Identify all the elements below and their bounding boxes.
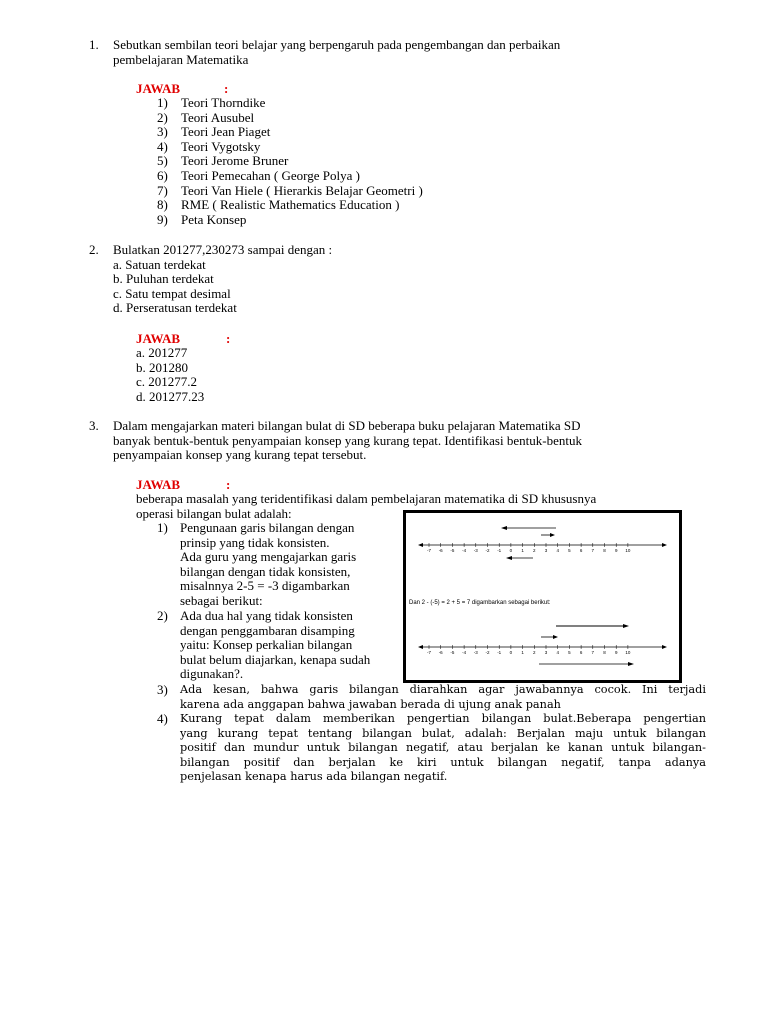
list-item: 7) Teori Van Hiele ( Hierarkis Belajar Geometri )	[157, 182, 423, 198]
tick-label: 5	[568, 650, 571, 655]
tick-label: 0	[509, 650, 513, 655]
tick-label: -7	[426, 650, 432, 655]
tick-label: -6	[438, 650, 443, 655]
tick-label: 5	[568, 548, 571, 553]
tick-label: 9	[614, 650, 618, 655]
list-item: 2) Teori Ausubel	[157, 109, 255, 125]
tick-label: -5	[450, 650, 455, 655]
q1-answer-list	[157, 96, 423, 227]
q1-answer-label: JAWAB	[136, 81, 181, 96]
arrow-right-small	[541, 533, 555, 537]
tick-label: -1	[497, 650, 502, 655]
arrow-right-long	[556, 624, 629, 628]
tick-label: -3	[473, 548, 478, 553]
tick-label: -7	[426, 548, 432, 553]
q2-answer-label: JAWAB	[136, 331, 181, 346]
tick-label: -4	[462, 650, 467, 655]
point-line: positif dan mundur untuk bilangan negatif, atau berjalan ke kanan untuk bilangan-	[180, 741, 706, 755]
tick-label: 8	[603, 548, 606, 553]
q3-line: penyampaian konsep yang kurang tepat tersebut.	[113, 447, 367, 463]
list-item: a. 201277	[136, 345, 188, 360]
list-item: 5) Teori Jerome Bruner	[157, 153, 289, 169]
tick-label: 0	[509, 548, 513, 553]
q1-answer-colon: :	[224, 81, 229, 96]
point-line: Kurang tepat dalam memberikan pengertian bilangan bulat.Beberapa pengertian	[180, 712, 706, 725]
tick-label: -1	[497, 548, 502, 553]
arrow-right-short	[541, 635, 558, 639]
q2-answer-colon: :	[226, 331, 231, 346]
point-line: bilangan positif dan berjalan ke kiri untuk bilangan negatif, tanpa adanya	[180, 755, 706, 769]
q3-number: 3.	[89, 418, 99, 433]
point-line: Ada kesan, bahwa garis bilangan diarahkan agar jawabannya cocok. Ini terjadi	[180, 683, 706, 696]
q3-answer-label: JAWAB	[136, 477, 181, 492]
q2-line: Bulatkan 201277,230273 sampai dengan :	[113, 242, 333, 257]
q2-question	[113, 243, 332, 316]
tick-label: 2	[533, 548, 536, 553]
tick-label: -3	[473, 650, 478, 655]
q3-line: banyak bentuk-bentuk penyampaian konsep yang kurang tepat. Identifikasi bentuk-bentuk	[113, 432, 582, 448]
point-2-text	[180, 609, 370, 682]
q3-answer-colon: :	[226, 477, 231, 492]
point-line: Ada dua hal yang tidak konsisten	[180, 608, 353, 623]
tick-label: 1	[521, 650, 524, 655]
tick-label: 3	[544, 548, 548, 553]
point-number: 2)	[157, 608, 168, 623]
point-line: yaitu: Konsep perkalian bilangan	[180, 637, 353, 653]
tick-label: 9	[614, 548, 618, 553]
tick-label: 6	[579, 548, 583, 553]
q2-number: 2.	[89, 242, 99, 257]
list-item: 4) Teori Vygotsky	[157, 138, 261, 154]
number-line-bottom	[418, 645, 667, 655]
tick-label: -2	[485, 650, 490, 655]
tick-label: 7	[591, 650, 595, 655]
tick-label: -6	[438, 548, 443, 553]
number-line-figure	[403, 510, 682, 683]
point-line: penjelasan kenapa harus ada bilangan negatif.	[180, 770, 448, 784]
point-line: dengan penggambaran disamping	[180, 622, 355, 638]
point-line: sebagai berikut:	[180, 592, 263, 608]
figure-caption: Dan 2 - (-5) = 2 + 5 = 7 digambarkan sebagai berikut:	[409, 600, 551, 606]
tick-label: 7	[591, 548, 595, 553]
tick-label: 3	[544, 650, 548, 655]
tick-label: 2	[533, 650, 536, 655]
q3-line: Dalam mengajarkan materi bilangan bulat di SD beberapa buku pelajaran Matematika SD	[113, 418, 581, 433]
point-line: digunakan?.	[180, 666, 244, 682]
tick-label: 6	[579, 650, 583, 655]
point-number: 3)	[157, 682, 168, 697]
list-item: 6) Teori Pemecahan ( George Polya )	[157, 167, 360, 183]
tick-label: 8	[603, 650, 606, 655]
q1-number: 1.	[89, 37, 99, 52]
q3-intro-line: operasi bilangan bulat adalah:	[136, 505, 292, 521]
tick-label: 10	[625, 548, 631, 553]
list-item: 9) Peta Konsep	[157, 211, 247, 227]
list-item: 3) Teori Jean Piaget	[157, 124, 271, 140]
q1-line: Sebutkan sembilan teori belajar yang berpengaruh pada pengembangan dan perbaikan	[113, 37, 561, 52]
point-line: karena ada anggapan bahwa jawaban berada di ujung anak panah	[180, 697, 561, 711]
list-item: d. 201277.23	[136, 388, 205, 404]
point-number: 1)	[157, 520, 168, 535]
tick-label: -5	[450, 548, 455, 553]
tick-label: 10	[625, 650, 631, 655]
tick-label: -4	[462, 548, 467, 553]
point-line: bilangan dengan tidak konsisten,	[180, 563, 351, 579]
q1-line: pembelajaran Matematika	[113, 51, 249, 67]
q2-answer-list	[136, 346, 204, 404]
list-item: 8) RME ( Realistic Mathematics Education )	[157, 197, 400, 213]
q2-line: b. Puluhan terdekat	[113, 271, 214, 287]
tick-label: 4	[556, 650, 559, 655]
list-item: c. 201277.2	[136, 374, 198, 390]
point-3-text	[180, 683, 706, 712]
q1-question	[113, 38, 560, 67]
point-line: yang kurang tepat tentang bilangan bulat, adalah: Berjalan maju untuk bilangan	[180, 726, 706, 740]
arrow-right-result	[539, 662, 634, 666]
point-line: Pengunaan garis bilangan dengan	[180, 520, 355, 535]
number-line-diagram	[406, 513, 679, 680]
list-item: 1) Teori Thorndike	[157, 95, 266, 110]
q3-question	[113, 419, 582, 463]
tick-label: -2	[485, 548, 490, 553]
tick-label: 4	[556, 548, 559, 553]
tick-label: 1	[521, 548, 524, 553]
point-line: misalnnya 2-5 = -3 digambarkan	[180, 578, 350, 594]
list-item: b. 201280	[136, 359, 188, 375]
point-1-text	[180, 521, 356, 609]
point-line: bulat belum diajarkan, kenapa sudah	[180, 651, 371, 667]
q2-line: d. Perseratusan terdekat	[113, 300, 237, 316]
q3-intro-line: beberapa masalah yang teridentifikasi dalam pembelajaran matematika di SD khususnya	[136, 491, 597, 506]
q2-line: a. Satuan terdekat	[113, 256, 206, 272]
point-4-text	[180, 712, 706, 785]
arrow-left-top-1	[501, 526, 556, 530]
point-number: 4)	[157, 711, 168, 726]
q2-line: c. Satu tempat desimal	[113, 285, 231, 301]
point-line: Ada guru yang mengajarkan garis	[180, 549, 357, 565]
number-line-top	[418, 543, 667, 553]
arrow-left-result	[506, 556, 533, 560]
point-line: prinsip yang tidak konsisten.	[180, 534, 330, 550]
